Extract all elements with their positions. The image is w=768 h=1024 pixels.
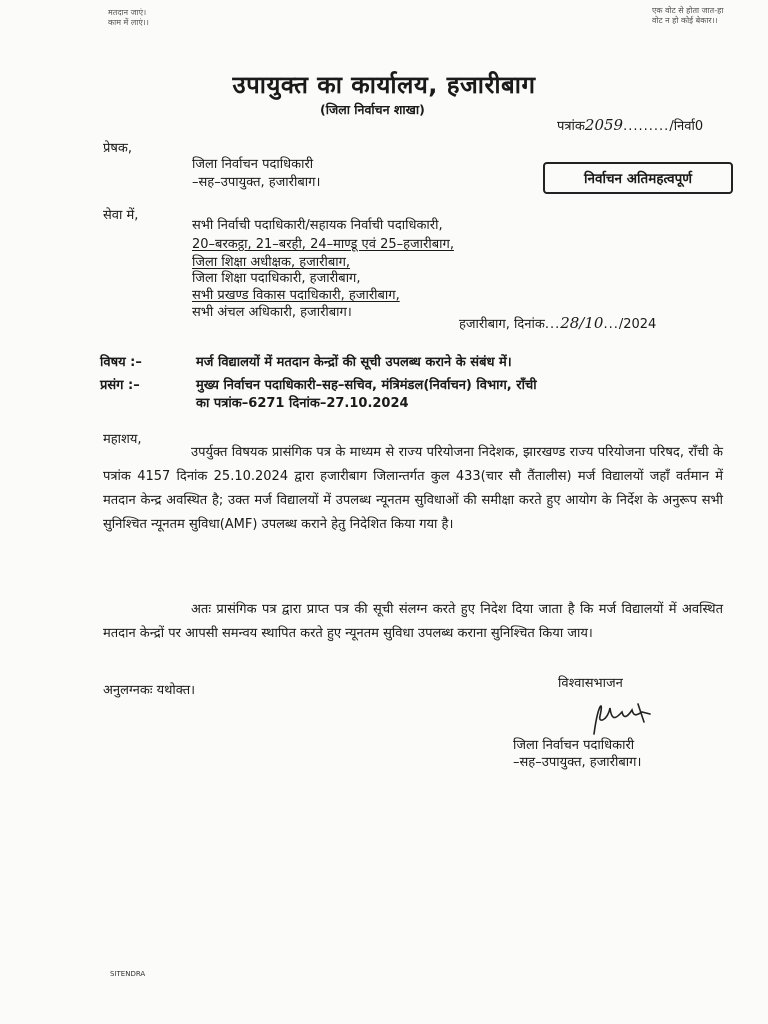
recipient-line-3: जिला शिक्षा अधीक्षक, हजारीबाग,	[192, 255, 351, 270]
sender-line1: जिला निर्वाचन पदाधिकारी	[192, 157, 314, 172]
paragraph-1: उपर्युक्त विषयक प्रासंगिक पत्र के माध्यम से राज्य परियोजना निदेशक, झारखण्ड राज्य परियोजना परिषद, राँची के पत्रांक 4157 दिनांक 25.10.2024 द्वारा हजारीबाग जिलान्तर्गत कुल 433(चार सौ तैंतालीस) मर्ज विद्यालयों जहाँ वर्तमान में मतदान केन्द्र अवस्थित है; उक्त मर्ज विद्यालयों में उपलब्ध न्यूनतम सुविधाओं की समीक्षा करते हुए आयोग के निर्देश के अनुरूप सभी सुनिश्चित न्यूनतम सुविधा(AMF) उपलब्ध कराने हेतु निदेशित किया गया है।	[103, 445, 723, 532]
reference-line1: मुख्य निर्वाचन पदाधिकारी–सह–सचिव, मंत्रिमंडल(निर्वाचन) विभाग, राँची	[196, 378, 537, 393]
corner-slogan-right	[652, 6, 723, 26]
urgent-stamp: निर्वाचन अतिमहत्वपूर्ण	[543, 162, 733, 194]
recipient-line-5: सभी प्रखण्ड विकास पदाधिकारी, हजारीबाग,	[192, 288, 400, 303]
closing: विश्वासभाजन	[558, 676, 623, 691]
reference-label: प्रसंग :–	[100, 378, 140, 393]
reference-line2: का पत्रांक–6271 दिनांक–27.10.2024	[196, 396, 409, 411]
sender-label: प्रेषक,	[103, 141, 133, 156]
recipient-line-6: सभी अंचल अधिकारी, हजारीबाग।	[192, 305, 352, 320]
recipient-line-1: सभी निर्वाची पदाधिकारी/सहायक निर्वाची पदाधिकारी,	[192, 218, 443, 233]
recipient-line-4: जिला शिक्षा पदाधिकारी, हजारीबाग,	[192, 271, 361, 286]
paragraph-2: अतः प्रासंगिक पत्र द्वारा प्राप्त पत्र की सूची संलग्न करते हुए निदेश दिया जाता है कि मर्ज विद्यालयों में अवस्थित मतदान केन्द्रों पर आपसी समन्वय स्थापित करते हुए न्यूनतम सुविधा उपलब्ध कराना सुनिश्चित किया जाय।	[103, 602, 723, 641]
date-handwritten: 28/10	[560, 314, 604, 332]
subject-text: मर्ज विद्यालयों में मतदान केन्द्रों की सूची उपलब्ध कराने के संबंध में।	[196, 355, 512, 370]
enclosure: अनुलग्नकः यथोक्त।	[103, 683, 196, 698]
letter-number: पत्रांक2059........./निर्वा0	[557, 116, 704, 134]
subject-label: विषय :–	[100, 355, 142, 370]
recipient-line-2: 20–बरकट्ठा, 21–बरही, 24–माण्डू एवं 25–हजारीबाग,	[192, 237, 454, 252]
office-title: उपायुक्त का कार्यालय, हजारीबाग	[232, 71, 536, 99]
corner-left-line1: मतदान जाएं।	[108, 8, 147, 17]
footer-name: SITENDRA	[110, 970, 146, 978]
letter-suffix: /निर्वा0	[669, 119, 704, 134]
date-line: हजारीबाग, दिनांक...28/10.../2024	[459, 314, 657, 332]
section-title: (जिला निर्वाचन शाखा)	[320, 102, 425, 117]
salutation: महाशय,	[103, 432, 142, 447]
corner-right-line1: एक वोट से होता जात-हा	[652, 6, 724, 15]
date-prefix: हजारीबाग, दिनांक	[459, 317, 545, 332]
corner-slogan-left	[108, 8, 149, 28]
letter-number-handwritten: 2059	[584, 116, 624, 134]
signatory-line1: जिला निर्वाचन पदाधिकारी	[513, 738, 635, 753]
sender-line2: –सह–उपायुक्त, हजारीबाग।	[192, 175, 321, 190]
date-year: /2024	[618, 317, 657, 332]
recipients-label: सेवा में,	[103, 208, 139, 223]
corner-left-line2: काम में लाएं।।	[108, 18, 149, 27]
corner-right-line2: वोट न हो कोई बेकार।।	[652, 16, 718, 25]
letter-label: पत्रांक	[557, 119, 585, 134]
signatory-line2: –सह–उपायुक्त, हजारीबाग।	[513, 755, 642, 770]
